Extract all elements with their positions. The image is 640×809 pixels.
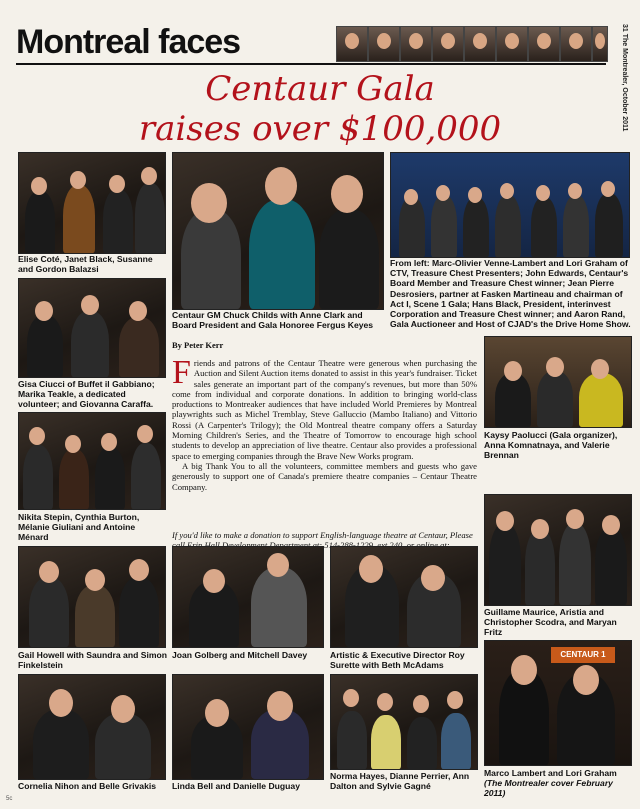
- headline-line2: raises over $100,000: [138, 109, 502, 149]
- caption-subtext: (The Montrealer cover February 2011): [484, 778, 613, 799]
- caption: From left: Marc-Olivier Venne-Lambert and Lori Graham of CTV, Treasure Chest Presenters; John Edwards, Centaur's Board Member and Treasure Chest winner; Jean Pierre Desrosiers, partner at Fasken Martineau and chairman of Act I, Scene 1 Gala; Hans Black, President, interinvest Corporation and Treasure Chest winner; and Aaron Rand, Gala Auctioneer and Host of CJAD's the Drive Home Show.: [390, 258, 631, 330]
- caption: Gisa Ciucci of Buffet il Gabbiano; Marika Teakle, a dedicated volunteer; and Giovanna Caraffa.: [18, 379, 155, 410]
- caption: Artistic & Executive Director Roy Surette with Beth McAdams: [330, 650, 465, 671]
- masthead-title: Montreal faces: [16, 23, 241, 61]
- caption: Nikita Stepin, Cynthia Burton, Mélanie Giuliani and Antoine Ménard: [18, 512, 140, 543]
- caption: Cornelia Nihon and Belle Grivakis: [18, 781, 157, 791]
- photo-childs-clark-keyes: [172, 152, 384, 310]
- article-paragraph: riends and patrons of the Centaur Theatre were generous when purchasing the Auction and Silent Auction items donated to assist in this year's fundraiser. Ticket sales generate an important part of the company's revenues, but more than 50% come from individual and corporate donations. In addition to bringing world-class productions to Montreaker audiences that have included World Premieres by Montreal playwrights such as Michel Tremblay, Steve Galluccio (Mambo Italiano) and Vittorio Rossi (A Carpenter's Trilogy); the Old Montreal theatre company offers a Saturday Morning Children's Series, and the Theatre of Tomorrow to encourage high school students to develop an appreciation of live theatre. Centaur also provides a professional space to emerging companies through the Brave New Works program.: [172, 358, 477, 461]
- masthead-face-photo: [368, 26, 400, 62]
- masthead-rule: [16, 63, 606, 65]
- photo-ciucci-teakle-caraffa: [18, 278, 166, 378]
- caption: Linda Bell and Danielle Duguay: [172, 781, 300, 791]
- caption: Gail Howell with Saundra and Simon Finkelstein: [18, 650, 167, 671]
- photo-hayes-perrier-dalton-gagne: [330, 674, 478, 770]
- photo-maurice-scodra-fritz: [484, 494, 632, 606]
- photo-paolucci-komnatnaya-brennan: [484, 336, 632, 428]
- caption: Joan Golberg and Mitchell Davey: [172, 650, 308, 660]
- caption: Kaysy Paolucci (Gala organizer), Anna Komnatnaya, and Valerie Brennan: [484, 430, 618, 461]
- caption: [484, 768, 634, 799]
- caption: Norma Hayes, Dianne Perrier, Ann Dalton and Sylvie Gagné: [330, 771, 470, 792]
- photo-cote-black-balazsi: [18, 152, 166, 254]
- photo-howell-finkelstein: [18, 546, 166, 648]
- photo-surette-mcadams: [330, 546, 478, 648]
- theatre-sign: CENTAUR 1: [551, 647, 615, 663]
- photo-nihon-grivakis: [18, 674, 166, 780]
- masthead-face-photo: [400, 26, 432, 62]
- photo-lambert-graham: [484, 640, 632, 766]
- caption: Elise Coté, Janet Black, Susanne and Gordon Balazsi: [18, 254, 153, 275]
- caption: Guillame Maurice, Aristia and Christopher Scodra, and Maryan Fritz: [484, 607, 617, 638]
- drop-cap: F: [172, 354, 191, 391]
- photo-bell-duguay: [172, 674, 324, 780]
- photo-treasure-chest-presenters: [390, 152, 630, 258]
- photo-stepin-burton-giuliani-menard: [18, 412, 166, 510]
- masthead-face-photo: [464, 26, 496, 62]
- byline: By Peter Kerr: [172, 340, 224, 350]
- masthead-face-photo: [528, 26, 560, 62]
- article-body: [172, 354, 477, 492]
- article-paragraph: A big Thank You to all the volunteers, committee members and guests who gave generously to support one of Canada's premiere theatre companies – Centaur Theatre Company.: [172, 460, 477, 492]
- caption-text: Marco Lambert and Lori Graham: [484, 768, 617, 778]
- headline-line1: Centaur Gala: [205, 69, 435, 109]
- masthead-face-photo: [560, 26, 592, 62]
- masthead-face-photo: [592, 26, 608, 62]
- masthead-face-photo: [336, 26, 368, 62]
- masthead-face-photo: [432, 26, 464, 62]
- donation-appeal: If you'd like to make a donation to support English-language theatre at Centaur, Please: [172, 530, 473, 540]
- page-corner-mark: 5c: [6, 796, 13, 802]
- caption: Centaur GM Chuck Childs with Anne Clark and Board President and Gala Honoree Fergus Keyes: [172, 310, 374, 331]
- issue-sidebar: 31 The Montrealer, October 2011: [621, 24, 628, 132]
- masthead-face-photo: [496, 26, 528, 62]
- photo-golberg-davey: [172, 546, 324, 648]
